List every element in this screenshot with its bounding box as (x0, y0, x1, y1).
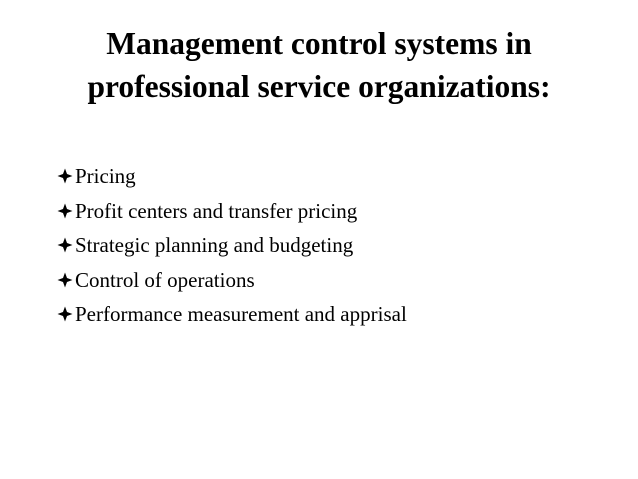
diamond-bullet-icon (57, 228, 73, 263)
bullet-item-control-of-operations (57, 263, 407, 298)
bullet-label: Profit centers and transfer pricing (75, 198, 358, 223)
diamond-bullet-icon (57, 297, 73, 332)
diamond-bullet-icon (57, 194, 73, 229)
bullet-label: Performance measurement and apprisal (75, 302, 407, 326)
bullet-item-performance-measurement (57, 297, 407, 332)
slide-title-line-2: professional service organizations: (87, 69, 551, 104)
bullet-label: Strategic planning and budgeting (75, 233, 354, 257)
bullet-item-profit-centers (57, 194, 407, 229)
diamond-bullet-icon (57, 263, 73, 298)
diamond-bullet-icon (57, 159, 73, 194)
slide-title-line-1: Management control systems in (106, 26, 532, 61)
bullet-item-strategic-planning (57, 228, 407, 263)
slide-title (20, 22, 618, 108)
bullet-list (57, 159, 407, 332)
bullet-item-pricing (57, 159, 407, 194)
bullet-label: Pricing (75, 164, 136, 188)
bullet-label: Control of operations (75, 267, 255, 292)
